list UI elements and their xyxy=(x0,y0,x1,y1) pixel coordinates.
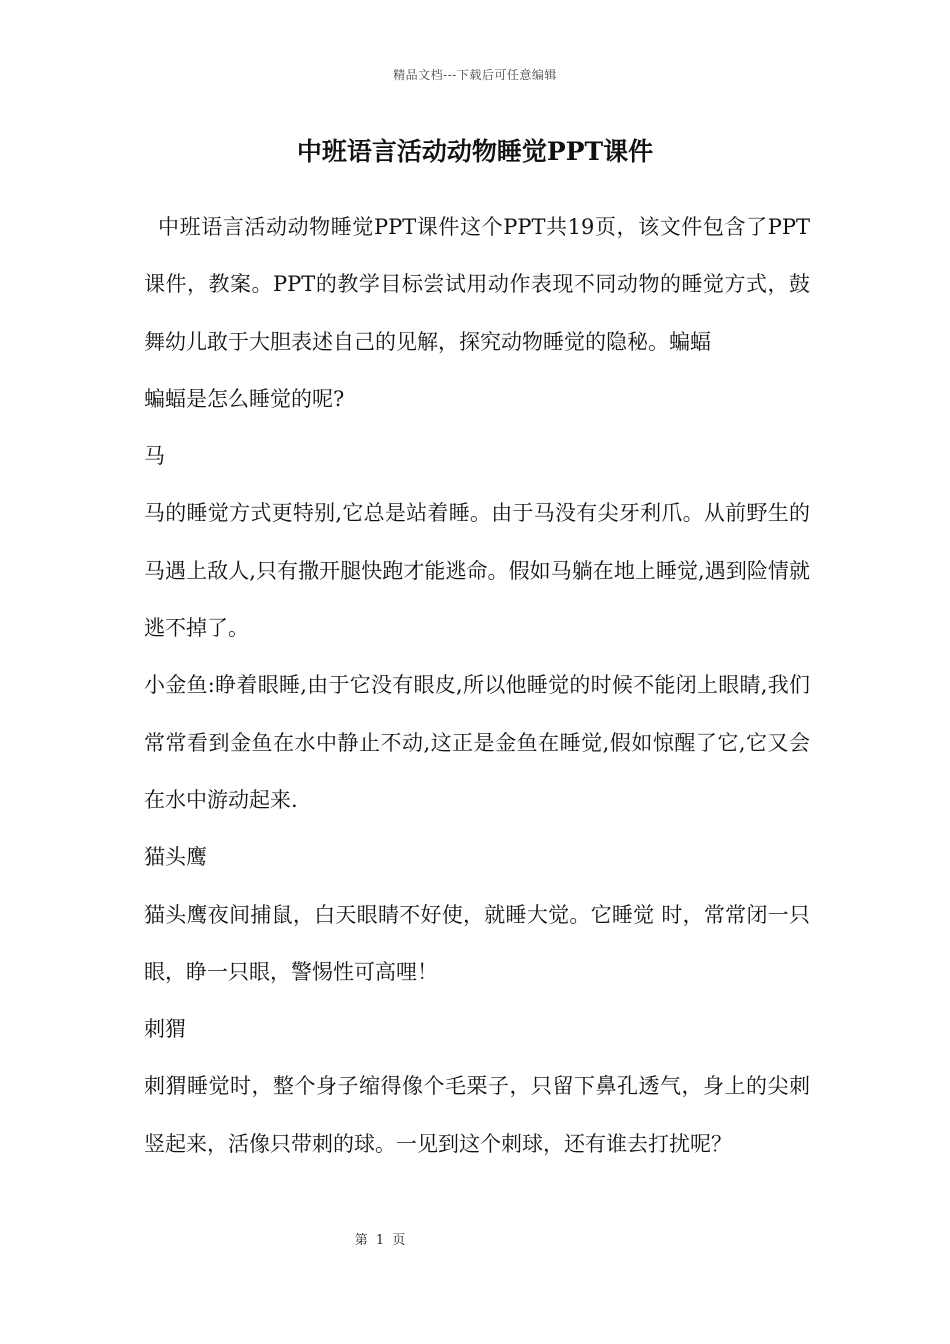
page-number: 第 1 页 xyxy=(354,1233,406,1248)
header-note: 精品文档---下载后可任意编辑 xyxy=(393,68,557,82)
heading-owl: 猫头鹰 xyxy=(144,845,207,870)
paragraph-bat-question: 蝙蝠是怎么睡觉的呢? xyxy=(144,386,345,411)
heading-hedgehog: 刺猬 xyxy=(144,1017,186,1042)
document-body xyxy=(144,199,810,1173)
paragraph-intro: 中班语言活动动物睡觉PPT课件这个PPT共19页，该文件包含了PPT课件，教案。PPT的教学目标尝试用动作表现不同动物的睡觉方式，鼓舞幼儿敢于大胆表述自己的见解，探究动物睡觉的隐秘。蝙蝠 xyxy=(144,215,810,354)
paragraph-owl: 猫头鹰夜间捕鼠，白天眼睛不好使，就睡大觉。它睡觉 时，常常闭一只眼，睁一只眼，警惕性可高哩！ xyxy=(144,902,810,984)
paragraph-goldfish: 小金鱼:睁着眼睡,由于它没有眼皮,所以他睡觉的时候不能闭上眼睛,我们常常看到金鱼在水中静止不动,这正是金鱼在睡觉,假如惊醒了它,它又会在水中游动起来. xyxy=(144,673,810,812)
paragraph-horse: 马的睡觉方式更特别,它总是站着睡。由于马没有尖牙利爪。从前野生的马遇上敌人,只有撒开腿快跑才能逃命。假如马躺在地上睡觉,遇到险情就逃不掉了。 xyxy=(144,501,810,641)
document-title: 中班语言活动动物睡觉PPT课件 xyxy=(296,137,654,166)
heading-horse: 马 xyxy=(144,444,165,469)
paragraph-hedgehog: 刺猬睡觉时，整个身子缩得像个毛栗子，只留下鼻孔透气，身上的尖刺竖起来，活像只带刺的球。一见到这个刺球，还有谁去打扰呢？ xyxy=(144,1074,810,1156)
